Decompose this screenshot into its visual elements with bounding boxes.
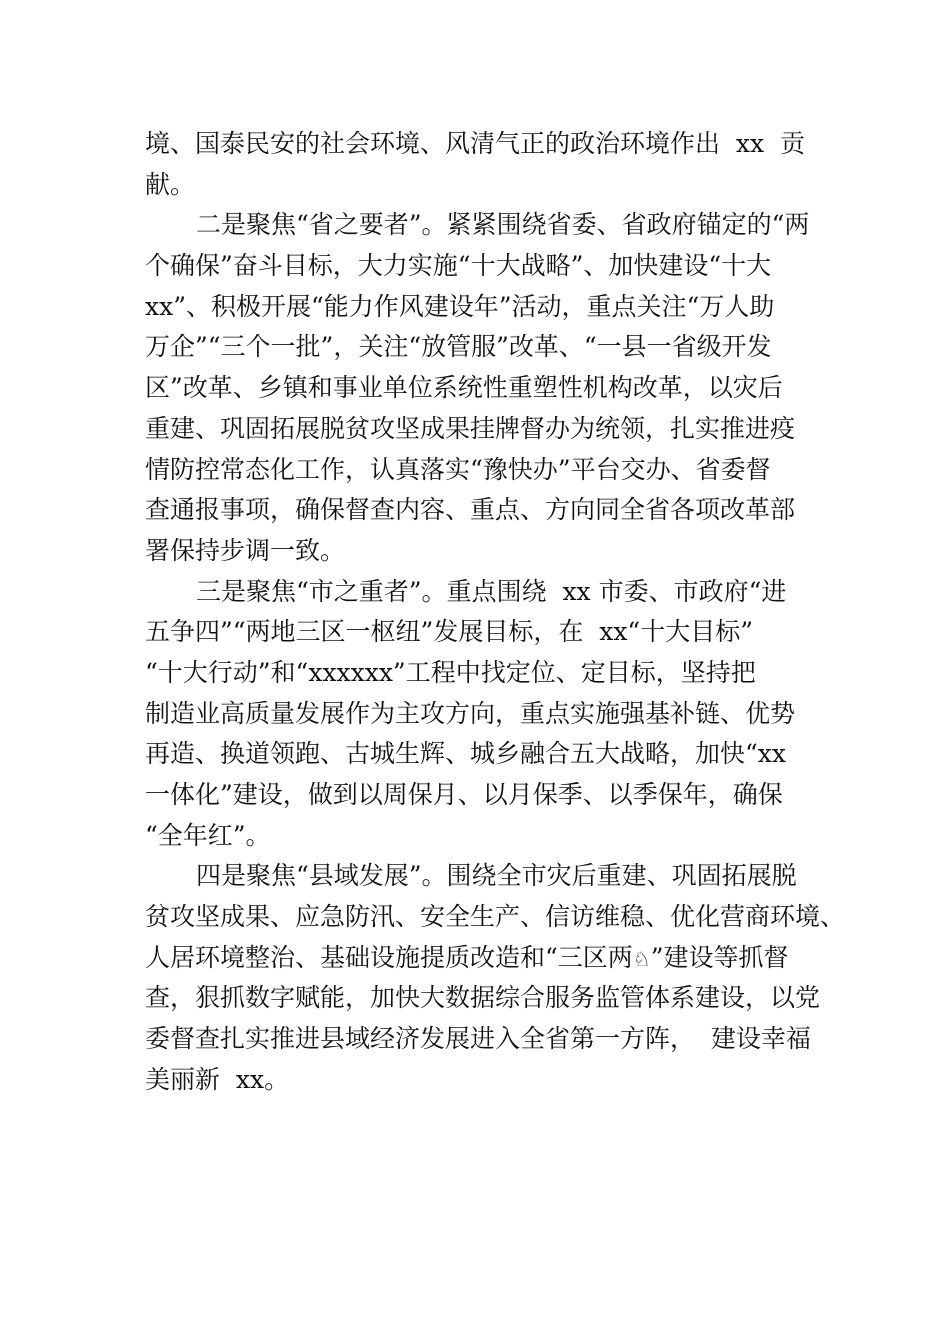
small-glyph-icon: ♘ <box>632 946 651 971</box>
paragraph-start-line: 二是聚焦“省之要者”。紧紧围绕省委、省政府锚定的“两 <box>196 210 810 240</box>
text-line: 区”改革、乡镇和事业单位系统性重塑性机构改革，以灾后 <box>145 373 783 403</box>
text-line: 查通报事项，确保督查内容、重点、方向同全省各项改革部 <box>145 495 796 525</box>
text-line: 一体化”建设，做到以周保月、以月保季、以季保年，确保 <box>145 780 783 809</box>
paragraph-start-line: 四是聚焦“县域发展”。围绕全市灾后重建、巩固拓展脱 <box>196 861 797 891</box>
text-line: 万企”“三个一批”，关注“放管服”改革、“一县一省级开发 <box>145 332 772 362</box>
text-line-with-glyph <box>145 938 835 979</box>
text-line: 五争四”“两地三区一枢纽”发展目标，在 xx“十大目标” <box>145 617 753 647</box>
text-line: 重建、巩固拓展脱贫攻坚成果挂牌督办为统领，扎实推进疫 <box>145 413 796 443</box>
text-segment: ”建设等抓督 <box>650 942 789 972</box>
text-line: 再造、换道领跑、古城生辉、城乡融合五大战略，加快“xx <box>145 739 786 769</box>
text-segment: 人居环境整治、基础设施提质改造和“三区两 <box>145 942 633 972</box>
text-line: 委督查扎实推进县域经济发展进入全省第一方阵， 建设幸福 <box>145 1024 811 1054</box>
text-line: “十大行动”和“xxxxxx”工程中找定位、定目标，坚持把 <box>145 657 756 687</box>
text-line: 情防控常态化工作，认真落实“豫快办”平台交办、省委督 <box>145 454 771 484</box>
text-line: 查，狠抓数字赋能，加快大数据综合服务监管体系建设，以党 <box>145 983 821 1013</box>
text-line: 署保持步调一致。 <box>145 535 346 565</box>
text-line: 个确保”奋斗目标，大力实施“十大战略”、加快建设“十大 <box>145 251 772 281</box>
text-line: 制造业高质量发展作为主攻方向，重点实施强基补链、优势 <box>145 698 796 728</box>
document-body <box>145 124 846 1101</box>
text-line: 贫攻坚成果、应急防汛、安全生产、信访维稳、优化营商环境、 <box>145 902 846 932</box>
text-line: 境、国泰民安的社会环境、风清气正的政治环境作出 xx 贡 <box>145 129 805 158</box>
text-line: “全年红”。 <box>145 820 271 850</box>
text-line: 美丽新 xx。 <box>145 1064 290 1094</box>
text-line: xx”、积极开展“能力作风建设年”活动，重点关注“万人助 <box>145 291 775 321</box>
paragraph-start-line: 三是聚焦“市之重者”。重点围绕 xx 市委、市政府“进 <box>196 576 787 606</box>
text-line: 献。 <box>145 169 196 199</box>
